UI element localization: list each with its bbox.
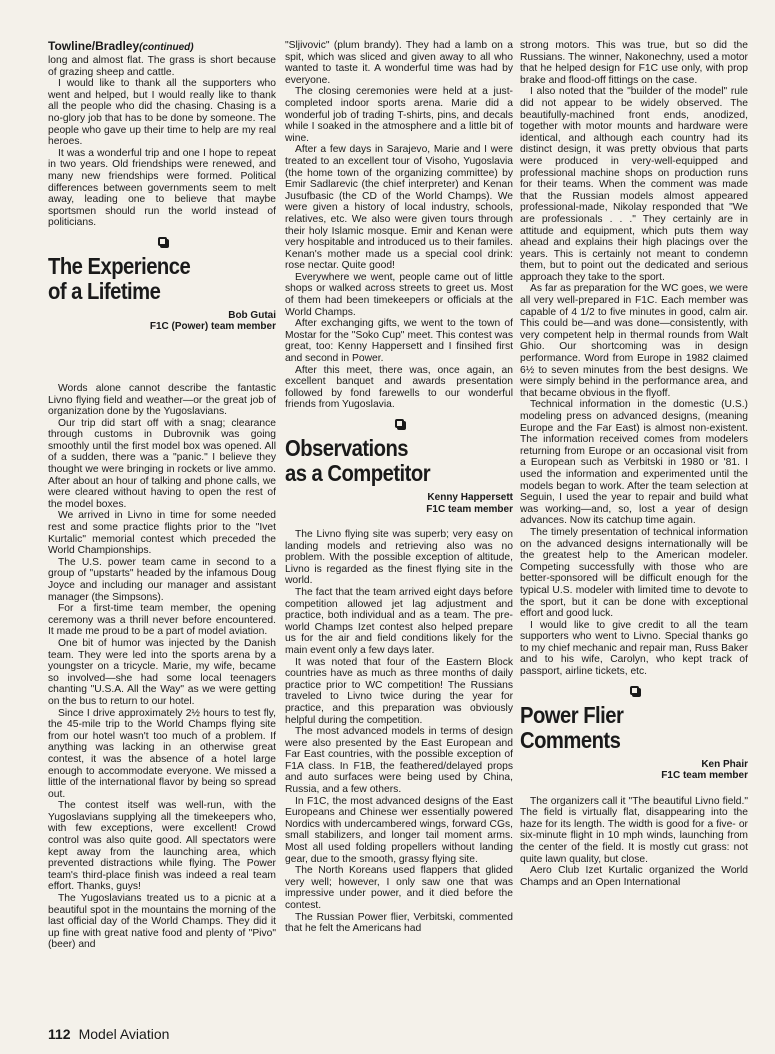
magazine-name: Model Aviation: [78, 1026, 170, 1042]
running-head-names: Towline/Bradley: [48, 39, 140, 53]
paragraph: Technical information in the domestic (U.S.) modeling press on advanced designs, (meaning Europe and the Far East) is almost non-existent. The information received comes from modelers returning from Europe or an occasional visit from a European such as Verbitski in 1980 or '81. I used the information and experimented until the models began to work. After the team selection at Seguin, I used the year to repair and build what was working—and, so, lost a year of design advances. Now its catchup time again.: [520, 399, 748, 527]
title-line: of a Lifetime: [48, 277, 161, 304]
section-marker-icon: [395, 419, 404, 428]
paragraph: I would like to thank all the supporters who went and helped, but I would really like to thank all the people who did the chasing. Chasing is a no-glory job that has to be done by someone. The people who gave up their time to help are my real heroes.: [48, 78, 276, 148]
paragraph: The Livno flying site was superb; very easy on landing models and retrieving also was no problem. With the possible exception of altitude, Livno is regarded as the finest flying site in the world.: [285, 529, 513, 587]
paragraph: The North Koreans used flappers that glided very well; however, I only saw one that was impressive under power, and it died before the contest.: [285, 865, 513, 911]
title-line: Observations: [285, 435, 409, 461]
paragraph: "Sljivovic" (plum brandy). They had a lamb on a spit, which was sliced and given away to all who wanted to taste it. A wonderful time was had by everyone.: [285, 40, 513, 86]
paragraph: After exchanging gifts, we went to the town of Mostar for the "Soko Cup" meet. This contest was great, too: Kenny Happersett and I finsihed first and second in Power.: [285, 318, 513, 365]
paragraph: The Yugoslavians treated us to a picnic at a beautiful spot in the mountains the morning of the last official day of the World Champs. They did it up fine with great native food and plenty of "Pivo" (beer) and: [48, 893, 276, 951]
author-name: Ken Phair: [701, 758, 748, 770]
author-name: Kenny Happersett: [427, 492, 513, 503]
running-head: [48, 40, 276, 54]
byline-gutai: [48, 310, 276, 333]
title-line: Comments: [520, 726, 621, 753]
paragraph: In F1C, the most advanced designs of the East Europeans and Chinese wer essentially powered Nordics with undercambered wings, forward CGs, small stabilizers, and longer tail moment arms. Most all used folding propellers without landing gear, due to the smooth, grassy flying site.: [285, 795, 513, 865]
column-3: [520, 40, 748, 888]
paragraph: strong motors. This was true, but so did the Russians. The winner, Nakonechny, used a motor that he helped design for F1C use only, with prop brake and flood-off fittings on the case.: [520, 40, 748, 86]
paragraph: long and almost flat. The grass is short because of grazing sheep and cattle.: [48, 55, 276, 78]
paragraph: Words alone cannot describe the fantastic Livno flying field and weather—or the great job of organization done by the Yugoslavians.: [48, 382, 276, 418]
paragraph: The organizers call it "The beautiful Livno field." The field is virtually flat, disappearing into the haze for its length. The width is good for a five- or six-minute flight in 10 mph winds, launching from the center of the field. It is mostly cut grass: not quite lawn quality, but close.: [520, 795, 748, 865]
page-footer: [48, 1026, 169, 1042]
paragraph: The closing ceremonies were held at a just-completed indoor sports arena. Marie did a wonderful job of trading T-shirts, pins, and decals while I soaked in the atmosphere and a little bit of wine.: [285, 86, 513, 144]
title-line: as a Competitor: [285, 460, 431, 486]
paragraph: We arrived in Livno in time for some needed rest and some practice flights prior to the "Ivet Kurtalic" memorial contest which preceded the World Championships.: [48, 510, 276, 557]
author-name: Bob Gutai: [228, 309, 276, 321]
paragraph: I also noted that the "builder of the model" rule did not appear to be widely observed. The beautifully-machined front ends, anodized, together with motor mounts and hardware were identical, and although each country had its distinct design, it was pretty obvious that parts were produced in very-well-equipped and professional machine shops on production runs for their teams. When the comment was made that the Russian models almost appeared professional-made, Nikolay responded that "We are professionals . . ." They certainly are in attitude and equipment, which puts them way ahead and explains their high placings over the years. This is certainly not meant to condemn them, but to point out the dedicated and serious approach they take to the sport.: [520, 86, 748, 283]
paragraph: After a few days in Sarajevo, Marie and I were treated to an excellent tour of Visoho, Yugoslavia (the home town of the organizing committee) by Emir Sadlarevic (the chief interpreter) and Kenan Jusufbasic (the CD of the World Champs). We were given a history of local industry, schools, relatives, etc. We also were given tours through their holy Islamic mosque. Emir and Kenan were very hospitable and introduced us to their familes. Kenan's mother made us a special cool drink: rose nectar. Quite good!: [285, 144, 513, 272]
column-2: [285, 40, 513, 935]
author-role: F1C team member: [426, 503, 513, 515]
article-title-gutai: [48, 254, 249, 304]
running-head-continued: (continued): [139, 42, 194, 53]
paragraph: For a first-time team member, the opening ceremony was a thrill never before encountered. It made me proud to be a part of model aviation.: [48, 603, 276, 638]
paragraph: Since I drive approximately 2½ hours to test fly, the 45-mile trip to the World Champs flying site from our hotel wasn't too much of a problem. If anything was lacking in an otherwise great contest, it was the absence of a hotel large enough to accommodate everyone. We missed a little of the international flavor by being so spread out.: [48, 707, 276, 800]
byline-happersett: [285, 492, 513, 515]
paragraph: One bit of humor was injected by the Danish team. They were led into the sports arena by a youngster on a tricycle. Marie, my wife, became so involved—she had some local teenagers chanting "U.S.A. All the Way" as we were getting on the bus to return to our hotel.: [48, 637, 276, 707]
paragraph: As far as preparation for the WC goes, we were all very well-prepared in F1C. Each member was capable of 4 1/2 to five minutes in good, calm air. This could be—and was done—consistently, with very competent help in thermal rounds from Walt Ghio. Our shortcoming was in design performance. Word from Europe in 1982 claimed 6½ to seven minutes from the best designs. We were simply behind in the performance area, and that became obvious in the flyoff.: [520, 283, 748, 399]
page-number: 112: [48, 1026, 71, 1042]
paragraph: The most advanced models in terms of design were also presented by the East European and Far East countries, with the possible exception of F1A class. In F1B, the feathered/delayed props and auto surfaces were being used by China, Russia, and a few others.: [285, 726, 513, 796]
title-line: The Experience: [48, 252, 191, 279]
paragraph: The contest itself was well-run, with the Yugoslavians supplying all the timekeepers who, with few exceptions, were excellent! Crowd control was also quite good. All spectators were kept away from the launching area, which prevented distractions while flying. The Power team's third-place finish was indeed a real team effort. Thanks, guys!: [48, 800, 276, 893]
paragraph: After this meet, there was, once again, an excellent banquet and awards presentation followed by fond farewells to our wonderful friends from Yugoslavia.: [285, 364, 513, 411]
author-role: F1C (Power) team member: [149, 321, 276, 333]
paragraph: I would like to give credit to all the team supporters who went to Livno. Special thanks go to my chief mechanic and repair man, Russ Baker and to his wife, Carolyn, who kept track of passport, airline tickets, etc.: [520, 619, 748, 678]
section-marker-icon: [630, 686, 639, 695]
column-1: [48, 40, 276, 951]
author-role: F1C team member: [661, 770, 748, 782]
article-title-happersett: [285, 436, 486, 486]
paragraph: Everywhere we went, people came out of little shops or walked across streets to greet us. Most of them had been timekeepers or officials at the World Champs.: [285, 271, 513, 318]
paragraph: Aero Club Izet Kurtalic organized the World Champs and an Open International: [520, 865, 748, 888]
paragraph: The U.S. power team came in second to a group of "upstarts" headed by the infamous Doug Joyce and including our manager and assistant manager (the Simpsons).: [48, 556, 276, 603]
byline-phair: [520, 759, 748, 782]
paragraph: The timely presentation of technical information on the advanced designs internationally will be the greatest help to the American modeler. Competing successfully with those who are better-sponsored will be difficult enough for the typical U.S. modeler with limited time to devote to the sport, but it can be done with exceptional effort and good luck.: [520, 526, 748, 620]
title-line: Power Flier: [520, 701, 624, 728]
paragraph: The Russian Power flier, Verbitski, commented that he felt the Americans had: [285, 911, 513, 935]
article-title-phair: [520, 703, 721, 753]
paragraph: It was a wonderful trip and one I hope to repeat in two years. Old friendships were renewed, and many new friendships were formed. Political differences between governments seem to melt away, leading one to believe that maybe sportsmen should run the world instead of politicians.: [48, 147, 276, 229]
section-marker-icon: [158, 237, 167, 246]
paragraph: Our trip did start off with a snag; clearance through customs in Dubrovnik was going smoothly until the first model box was opened. All of a sudden, there was a "panic." I believe they thought we were bringing in rockets or live ammo. After about an hour of talking and phone calls, we were cleared without having to open the rest of the model boxes.: [48, 417, 276, 510]
paragraph: The fact that the team arrived eight days before competition allowed jet lag adjustment and practice, both individual and as a team. The pre-world Champs Izet contest also helped prepare us for the air and field conditions likely for the main event only a few days later.: [285, 586, 513, 656]
paragraph: It was noted that four of the Eastern Block countries have as much as three months of daily practice prior to WC competition! The Russians traveled to Livno twice during the year for practice, and this preparation was obviously helpful during the competition.: [285, 656, 513, 726]
